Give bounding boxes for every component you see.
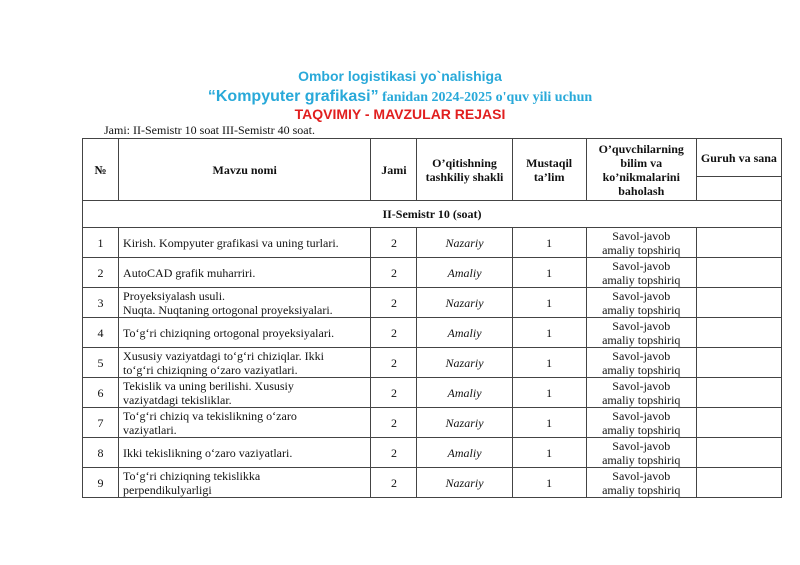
col-group-date: Guruh va sana: [696, 139, 781, 177]
row-self-study-text: 1: [546, 445, 553, 460]
table-row: [83, 288, 782, 318]
table-row: [83, 228, 782, 258]
row-self-study: [512, 258, 586, 288]
row-form: [417, 288, 512, 318]
row-number-text: 2: [97, 265, 104, 280]
row-number-text: 5: [97, 355, 104, 370]
row-self-study: [512, 468, 586, 498]
row-self-study-text: 1: [546, 355, 553, 370]
row-form: [417, 318, 512, 348]
table-row: [83, 348, 782, 378]
row-total-text: 2: [390, 295, 397, 310]
row-assessment-text: Savol-javob: [612, 468, 671, 483]
row-topic-text: To‘g‘ri chiziqning ortogonal proyeksiyalari.: [123, 325, 335, 340]
row-topic: [119, 258, 371, 288]
row-total-text: 2: [390, 355, 397, 370]
row-self-study-text: 1: [546, 295, 553, 310]
col-form: O’qitishning tashkiliy shakli: [417, 139, 512, 201]
row-assessment-text: Savol-javob: [612, 318, 671, 333]
row-total-text: 2: [390, 235, 397, 250]
row-form: [417, 468, 512, 498]
row-self-study: [512, 228, 586, 258]
row-assessment-text: Savol-javob: [612, 228, 671, 243]
course-year: fanidan 2024-2025 o'quv yili uchun: [378, 90, 593, 105]
row-topic-text: Tekislik va uning berilishi. Xususiy: [123, 378, 294, 393]
row-assessment: [586, 348, 696, 378]
row-number-text: 1: [97, 235, 104, 250]
row-assessment: [586, 408, 696, 438]
row-total: [371, 288, 417, 318]
row-form: [417, 408, 512, 438]
row-topic-text: Kirish. Kompyuter grafikasi va uning turlari.: [123, 235, 339, 250]
row-topic-text: Nuqta. Nuqtaning ortogonal proyeksiyalari.: [123, 302, 333, 317]
schedule-table: [82, 138, 782, 498]
row-group-date: [696, 468, 781, 498]
row-form-text: Nazariy: [445, 475, 484, 490]
row-form: [417, 258, 512, 288]
row-number-text: 6: [97, 385, 104, 400]
col-num: №: [83, 139, 119, 201]
row-topic: [119, 468, 371, 498]
row-assessment: [586, 228, 696, 258]
row-self-study: [512, 348, 586, 378]
row-self-study-text: 1: [546, 265, 553, 280]
row-self-study-text: 1: [546, 385, 553, 400]
row-number: [83, 408, 119, 438]
row-assessment-text: amaliy topshiriq: [602, 362, 681, 377]
row-self-study: [512, 378, 586, 408]
row-topic-text: Xususiy vaziyatdagi to‘g‘ri chiziqlar. Ikki: [123, 348, 324, 363]
row-form-text: Nazariy: [445, 295, 484, 310]
row-assessment-text: amaliy topshiriq: [602, 482, 681, 497]
row-self-study: [512, 438, 586, 468]
row-total-text: 2: [390, 265, 397, 280]
row-form: [417, 438, 512, 468]
course-name: “Kompyuter grafikasi”: [207, 88, 379, 105]
row-total: [371, 228, 417, 258]
row-assessment: [586, 378, 696, 408]
row-total-text: 2: [390, 415, 397, 430]
row-number: [83, 318, 119, 348]
col-assessment: O’quvchilarning bilim va ko’nikmalarini baholash: [586, 139, 696, 201]
row-form: [417, 348, 512, 378]
table-row: [83, 438, 782, 468]
row-number-text: 3: [97, 295, 104, 310]
row-topic-text: vaziyatlari.: [123, 422, 177, 437]
row-number-text: 7: [97, 415, 104, 430]
col-total: Jami: [371, 139, 417, 201]
row-group-date: [696, 318, 781, 348]
table-row: [83, 378, 782, 408]
col-self-study: Mustaqil ta’lim: [512, 139, 586, 201]
row-assessment-text: amaliy topshiriq: [602, 242, 681, 257]
row-number: [83, 288, 119, 318]
row-self-study-text: 1: [546, 325, 553, 340]
row-total: [371, 408, 417, 438]
row-total: [371, 468, 417, 498]
row-total-text: 2: [390, 325, 397, 340]
row-topic-text: Proyeksiyalash usuli.: [123, 288, 226, 303]
row-assessment: [586, 288, 696, 318]
row-self-study-text: 1: [546, 475, 553, 490]
row-total: [371, 258, 417, 288]
col-group-date-sub: [696, 177, 781, 201]
row-self-study: [512, 318, 586, 348]
row-self-study: [512, 408, 586, 438]
row-total-text: 2: [390, 475, 397, 490]
row-total: [371, 378, 417, 408]
table-row: [83, 468, 782, 498]
row-total-text: 2: [390, 385, 397, 400]
row-assessment-text: amaliy topshiriq: [602, 422, 681, 437]
table-row: [83, 258, 782, 288]
row-topic: [119, 438, 371, 468]
row-topic-text: To‘g‘ri chiziq va tekislikning o‘zaro: [123, 408, 297, 423]
row-assessment-text: Savol-javob: [612, 258, 671, 273]
row-topic: [119, 348, 371, 378]
row-assessment-text: Savol-javob: [612, 378, 671, 393]
row-assessment: [586, 468, 696, 498]
row-form-text: Amaliy: [447, 385, 482, 400]
row-topic-text: vaziyatdagi tekisliklar.: [123, 392, 232, 407]
row-topic-text: To‘g‘ri chiziqning tekislikka: [123, 468, 261, 483]
row-assessment-text: amaliy topshiriq: [602, 332, 681, 347]
direction-title: Ombor logistikasi yo`nalishiga: [298, 68, 502, 84]
row-assessment-text: Savol-javob: [612, 408, 671, 423]
row-assessment-text: amaliy topshiriq: [602, 452, 681, 467]
row-number-text: 9: [97, 475, 104, 490]
row-group-date: [696, 408, 781, 438]
row-assessment: [586, 318, 696, 348]
table-row: [83, 408, 782, 438]
row-number-text: 8: [97, 445, 104, 460]
row-topic-text: AutoCAD grafik muharriri.: [123, 265, 256, 280]
row-group-date: [696, 228, 781, 258]
row-form-text: Amaliy: [447, 325, 482, 340]
row-number: [83, 378, 119, 408]
row-self-study: [512, 288, 586, 318]
row-assessment-text: Savol-javob: [612, 348, 671, 363]
row-form: [417, 378, 512, 408]
row-topic-text: to‘g‘ri chiziqning o‘zaro vaziyatlari.: [123, 362, 298, 377]
course-title: [0, 88, 800, 106]
row-number: [83, 258, 119, 288]
col-topic: Mavzu nomi: [119, 139, 371, 201]
row-assessment: [586, 438, 696, 468]
row-assessment-text: Savol-javob: [612, 288, 671, 303]
table-row: [83, 318, 782, 348]
row-assessment-text: amaliy topshiriq: [602, 272, 681, 287]
row-topic-text: perpendikulyarligi: [123, 482, 212, 497]
row-topic: [119, 408, 371, 438]
row-topic: [119, 318, 371, 348]
hours-summary: Jami: II-Semistr 10 soat III-Semistr 40 soat.: [104, 123, 315, 137]
row-total: [371, 438, 417, 468]
row-self-study-text: 1: [546, 235, 553, 250]
row-number: [83, 438, 119, 468]
row-total: [371, 318, 417, 348]
row-total-text: 2: [390, 445, 397, 460]
row-topic: [119, 378, 371, 408]
row-self-study-text: 1: [546, 415, 553, 430]
row-number: [83, 468, 119, 498]
row-form-text: Nazariy: [445, 355, 484, 370]
row-total: [371, 348, 417, 378]
row-number: [83, 348, 119, 378]
row-group-date: [696, 438, 781, 468]
row-group-date: [696, 348, 781, 378]
row-form-text: Nazariy: [445, 415, 484, 430]
row-number: [83, 228, 119, 258]
row-form-text: Amaliy: [447, 265, 482, 280]
row-group-date: [696, 378, 781, 408]
row-topic: [119, 228, 371, 258]
row-assessment-text: amaliy topshiriq: [602, 302, 681, 317]
row-form-text: Nazariy: [445, 235, 484, 250]
row-assessment: [586, 258, 696, 288]
plan-title: TAQVIMIY - MAVZULAR REJASI: [294, 106, 506, 122]
row-number-text: 4: [97, 325, 104, 340]
row-group-date: [696, 258, 781, 288]
row-assessment-text: Savol-javob: [612, 438, 671, 453]
row-assessment-text: amaliy topshiriq: [602, 392, 681, 407]
row-topic-text: Ikki tekislikning o‘zaro vaziyatlari.: [123, 445, 293, 460]
row-group-date: [696, 288, 781, 318]
row-topic: [119, 288, 371, 318]
section-header: II-Semistr 10 (soat): [83, 201, 782, 228]
row-form: [417, 228, 512, 258]
row-form-text: Amaliy: [447, 445, 482, 460]
